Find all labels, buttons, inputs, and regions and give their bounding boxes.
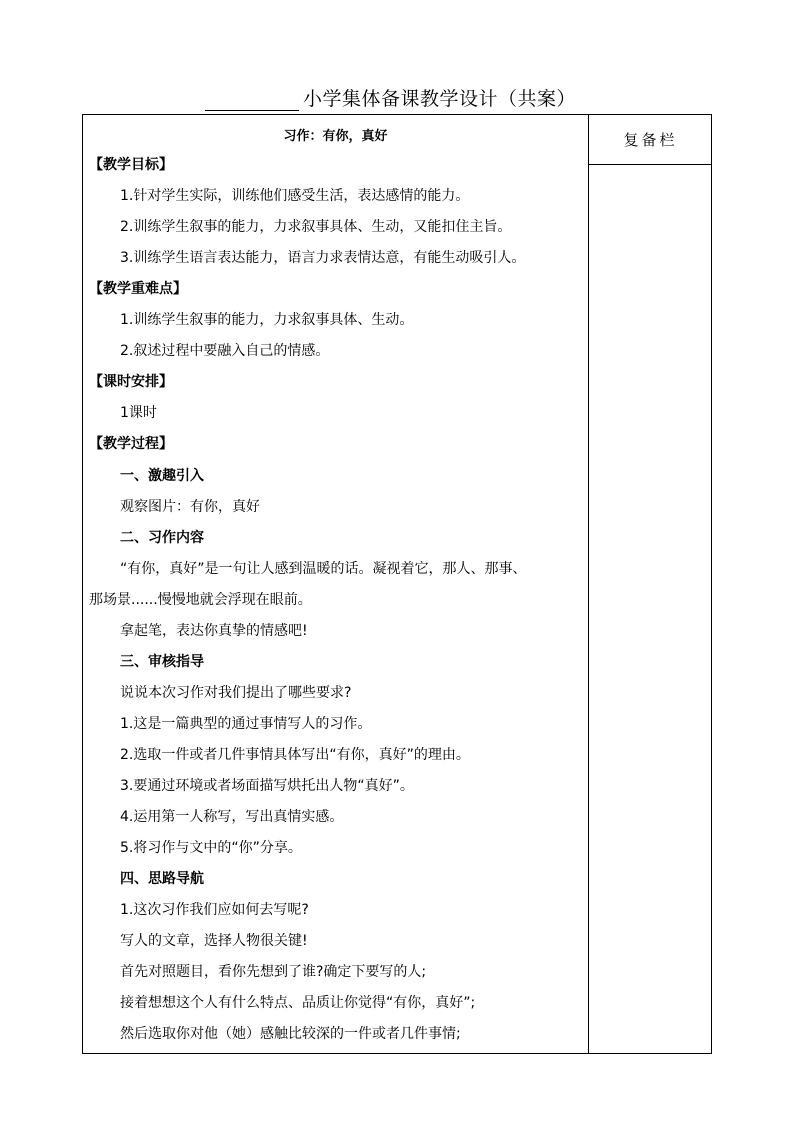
side-column-header: 复备栏 — [623, 131, 678, 149]
content-line: 1.训练学生叙事的能力，力求叙事具体、生动。 — [120, 312, 414, 329]
page-title: 小学集体备课教学设计（共案） — [303, 88, 577, 110]
content-line: 2.叙述过程中要融入自己的情感。 — [120, 343, 330, 360]
content-line: 然后选取你对他（她）感触比较深的一件或者几件事情; — [120, 1026, 461, 1043]
section-heading: 【教学重难点】 — [89, 281, 187, 298]
section-heading: 一、激趣引入 — [120, 467, 204, 484]
content-line: 1.这次习作我们应如何去写呢? — [120, 902, 309, 919]
content-line: 写人的文章，选择人物很关键! — [120, 933, 308, 950]
content-line: 2.选取一件或者几件事情具体写出“有你，真好”的理由。 — [120, 746, 470, 763]
content-line: 4.运用第一人称写，写出真情实感。 — [120, 809, 344, 826]
content-line: 3.训练学生语言表达能力，语言力求表情达意，有能生动吸引人。 — [120, 250, 526, 267]
content-line: 说说本次习作对我们提出了哪些要求? — [120, 684, 352, 701]
content-line: 那场景......慢慢地就会浮现在眼前。 — [89, 591, 312, 608]
section-heading: 二、习作内容 — [120, 529, 204, 546]
side-header-divider — [588, 164, 712, 165]
column-divider — [588, 114, 589, 1054]
lesson-title: 习作：有你，真好 — [283, 129, 388, 144]
section-heading: 【教学目标】 — [89, 157, 173, 173]
content-line: 观察图片：有你，真好 — [120, 498, 260, 515]
content-line: 3.要通过环境或者场面描写烘托出人物“真好”。 — [120, 778, 414, 794]
content-line: 首先对照题目，看你先想到了谁?确定下要写的人; — [120, 964, 427, 981]
content-line: 1.针对学生实际，训练他们感受生活，表达感情的能力。 — [120, 188, 470, 205]
section-heading: 四、思路导航 — [120, 871, 204, 888]
page-title-line — [205, 83, 576, 111]
section-heading: 【教学过程】 — [89, 436, 173, 453]
content-line: 接着想想这个人有什么特点、品质让你觉得“有你，真好”; — [120, 995, 476, 1012]
school-name-blank — [205, 88, 299, 111]
content-line: 拿起笔，表达你真挚的情感吧! — [120, 622, 308, 639]
content-line: 5.将习作与文中的“你”分享。 — [120, 840, 302, 857]
content-line: 1.这是一篇典型的通过事情写人的习作。 — [120, 715, 372, 732]
content-line: 2.训练学生叙事的能力，力求叙事具体、生动，又能扣住主旨。 — [120, 219, 512, 236]
content-line: 1课时 — [120, 405, 157, 422]
section-heading: 【课时安排】 — [89, 374, 173, 391]
content-line: “有你，真好”是一句让人感到温暖的话。凝视着它，那人、那事、 — [120, 560, 527, 577]
section-heading: 三、审核指导 — [120, 653, 204, 670]
